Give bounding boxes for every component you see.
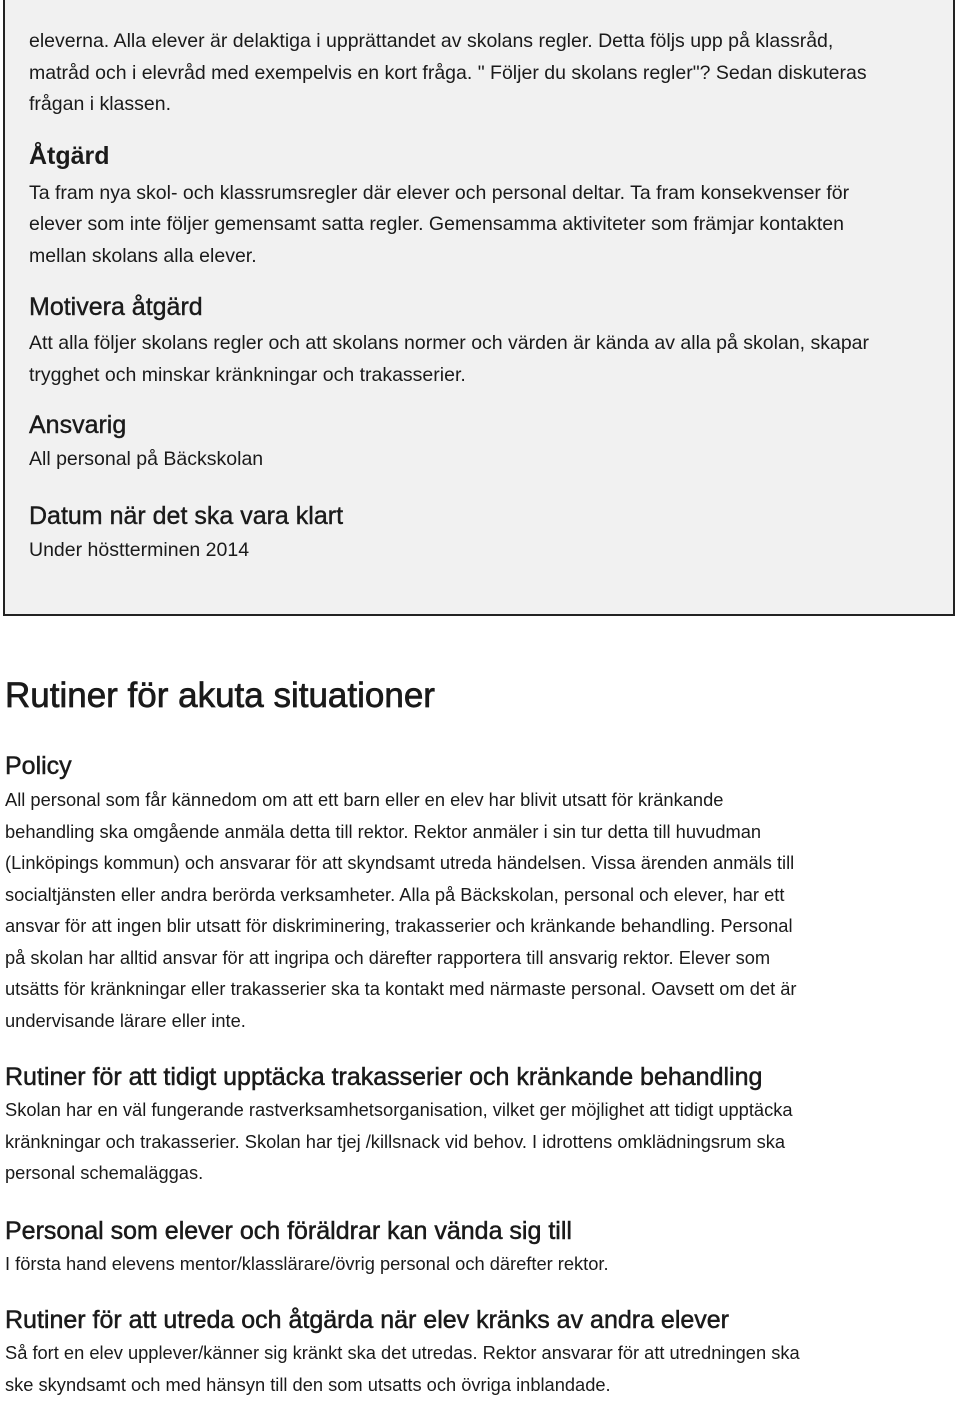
personal-heading: Personal som elever och föräldrar kan vända sig till [5, 1216, 572, 1245]
personal-line: I första hand elevens mentor/klasslärare/övrig personal och därefter rektor. [5, 1252, 609, 1274]
atgard-line: elever som inte följer gemensamt satta regler. Gemensamma aktiviteter som främjar kontakten [29, 213, 844, 235]
main-content [5, 672, 935, 1400]
motivera-line: trygghet och minskar kränkningar och trakasserier. [29, 363, 466, 386]
atgard-heading: Åtgärd [29, 141, 110, 170]
policy-line: ansvar för att ingen blir utsatt för diskriminering, trakasserier och kränkande behandling. Personal [5, 915, 793, 936]
ansvarig-heading: Ansvarig [29, 411, 127, 439]
intro-line: eleverna. Alla elever är delaktiga i upprättandet av skolans regler. Detta följs upp på klassråd, [29, 30, 834, 52]
page-title: Rutiner för akuta situationer [5, 676, 435, 715]
atgard-paragraph [29, 178, 929, 273]
utreda-paragraph [5, 1337, 935, 1400]
intro-paragraph [29, 26, 929, 121]
utreda-line: ske skyndsamt och med hänsyn till den som utsatts och övriga inblandade. [5, 1373, 611, 1395]
motivera-line: Att alla följer skolans regler och att skolans normer och värden är kända av alla på skolan, skapar [29, 332, 870, 354]
tidigt-paragraph [5, 1094, 935, 1189]
intro-line: matråd och i elevråd med exempelvis en kort fråga. " Följer du skolans regler"? Sedan diskuteras [29, 61, 867, 84]
tidigt-line: Skolan har en väl fungerande rastverksamhetsorganisation, vilket ger möjlighet att tidigt upptäcka [5, 1099, 793, 1120]
motivera-paragraph [29, 328, 929, 391]
tidigt-heading: Rutiner för att tidigt upptäcka trakasserier och kränkande behandling [5, 1063, 763, 1091]
ansvarig-text: All personal på Bäckskolan [29, 448, 264, 470]
datum-text: Under höstterminen 2014 [29, 538, 250, 561]
tidigt-line: personal schemaläggas. [5, 1162, 204, 1183]
atgard-line: mellan skolans alla elever. [29, 244, 257, 267]
policy-paragraph [5, 784, 935, 1036]
policy-line: (Linköpings kommun) och ansvarar för att skyndsamt utreda händelsen. Vissa ärenden anmäls till [5, 852, 795, 873]
policy-heading: Policy [5, 752, 72, 780]
policy-line: på skolan har alltid ansvar för att ingripa och därefter rapportera till ansvarig rektor. Elever som [5, 946, 771, 968]
utreda-heading: Rutiner för att utreda och åtgärda när elev kränks av andra elever [5, 1306, 730, 1334]
intro-line: frågan i klassen. [29, 93, 171, 115]
datum-heading: Datum när det ska vara klart [29, 501, 344, 530]
policy-line: undervisande lärare eller inte. [5, 1009, 246, 1031]
utreda-line: Så fort en elev upplever/känner sig kränkt ska det utredas. Rektor ansvarar för att utredningen ska [5, 1342, 800, 1363]
tidigt-line: kränkningar och trakasserier. Skolan har tjej /killsnack vid behov. I idrottens omklädningsrum ska [5, 1130, 786, 1152]
policy-line: behandling ska omgående anmäla detta till rektor. Rektor anmäler i sin tur detta till huvudman [5, 820, 762, 842]
policy-line: socialtjänsten eller andra berörda verksamheter. Alla på Bäckskolan, personal och elever, har ett [5, 883, 785, 905]
action-plan-box [3, 0, 955, 616]
policy-line: All personal som får kännedom om att ett barn eller en elev har blivit utsatt för kränkande [5, 789, 724, 810]
atgard-line: Ta fram nya skol- och klassrumsregler där elever och personal deltar. Ta fram konsekvenser för [29, 181, 850, 204]
policy-line: utsätts för kränkningar eller trakasserier ska ta kontakt med närmaste personal. Oavsett om det är [5, 978, 797, 999]
personal-paragraph [5, 1248, 935, 1280]
motivera-heading: Motivera åtgärd [29, 293, 203, 321]
